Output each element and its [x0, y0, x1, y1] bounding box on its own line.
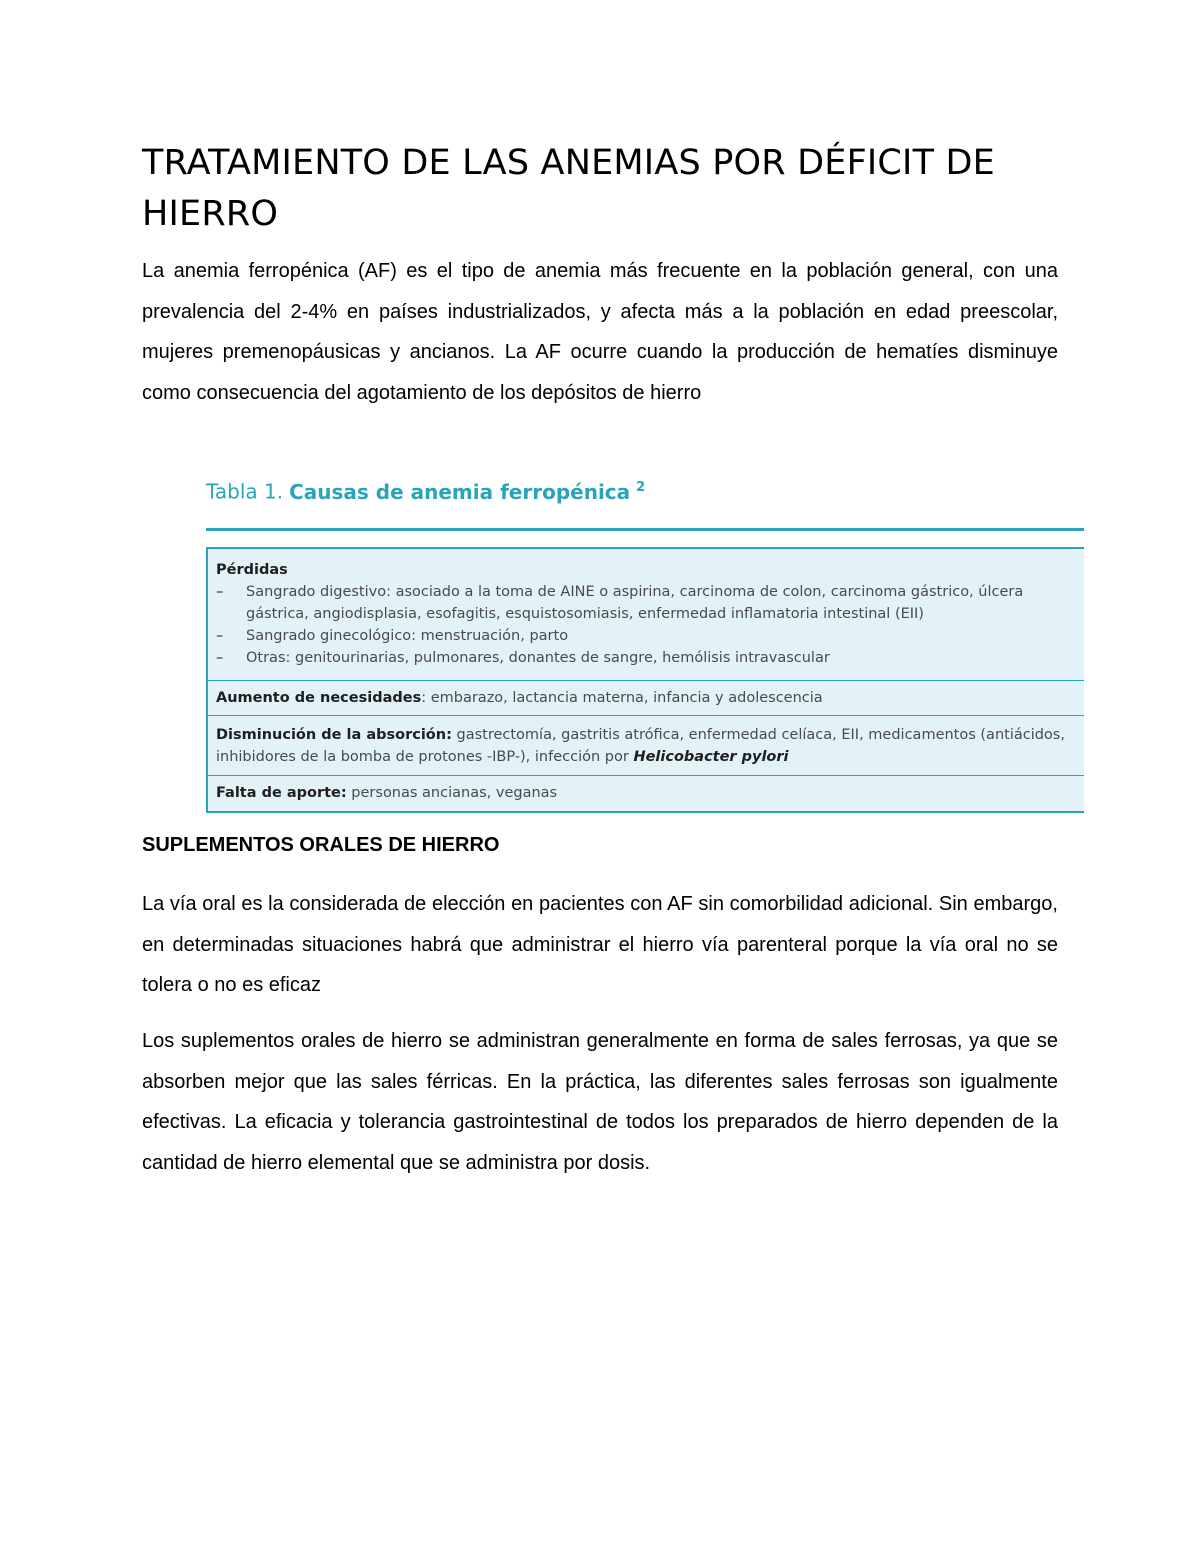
dash-bullet: – [216, 584, 224, 600]
list-item [216, 625, 1076, 647]
section-heading: SUPLEMENTOS ORALES DE HIERRO [142, 834, 500, 856]
causes-table-figure [206, 470, 1084, 813]
absorption-heading: Disminución de la absorción: [216, 727, 452, 743]
supply-text: personas ancianas, veganas [346, 785, 558, 801]
losses-heading: Pérdidas [216, 562, 288, 578]
table-row-needs [208, 681, 1084, 716]
loss-item-other: Otras: genitourinarias, pulmonares, donantes de sangre, hemólisis intravascular [246, 650, 830, 666]
table-caption-label: Tabla 1. [206, 479, 284, 504]
loss-item-digestive: Sangrado digestivo: asociado a la toma de AINE o aspirina, carcinoma de colon, carcinoma gástrico, úlcera gástrica, angiodisplasia, esofagitis, esquistosomiasis, enfermedad inflamatoria intestinal (EII) [246, 584, 1024, 622]
loss-item-gynecologic: Sangrado ginecológico: menstruación, parto [246, 628, 569, 644]
oral-route-paragraph: La vía oral es la considerada de elección en pacientes con AF sin comorbilidad adicional. Sin embargo, en determinadas situaciones habrá que administrar el hierro vía parenteral porque la vía oral no se tolera o no es eficaz [142, 893, 1058, 996]
list-item [216, 581, 1076, 625]
intro-paragraph: La anemia ferropénica (AF) es el tipo de anemia más frecuente en la población general, con una prevalencia del 2-4% en países industrializados, y afecta más a la población en edad preescolar, mujeres premenopáusicas y ancianos. La AF ocurre cuando la producción de hematíes disminuye como consecuencia del agotamiento de los depósitos de hierro [142, 260, 1058, 404]
table-row-losses [208, 549, 1084, 681]
table-caption [206, 470, 1084, 506]
document-title: TRATAMIENTO DE LAS ANEMIAS POR DÉFICIT DE HIERRO [142, 143, 995, 234]
dash-bullet: – [216, 650, 224, 666]
table-row-absorption [208, 716, 1084, 776]
absorption-text: gastrectomía, gastritis atrófica, enfermedad celíaca, EII, medicamentos (antiácidos, inhibidores de la bomba de protones -IBP-), infección por [216, 727, 1065, 765]
table-caption-ref: 2 [636, 480, 646, 495]
oral-salts-paragraph: Los suplementos orales de hierro se administran generalmente en forma de sales ferrosas, ya que se absorben mejor que las sales férricas. En la práctica, las diferentes sales ferrosas son igualmente efectivas. La eficacia y tolerancia gastrointestinal de todos los preparados de hierro dependen de la cantidad de hierro elemental que se administra por dosis. [142, 1030, 1058, 1174]
needs-text: : embarazo, lactancia materna, infancia y adolescencia [421, 690, 823, 706]
supply-heading: Falta de aporte: [216, 785, 347, 801]
table-caption-title: Causas de anemia ferropénica [289, 479, 631, 504]
needs-heading: Aumento de necesidades [216, 690, 422, 706]
table-row-supply [208, 776, 1084, 811]
causes-table [206, 547, 1084, 813]
dash-bullet: – [216, 628, 224, 644]
list-item [216, 647, 1076, 669]
absorption-organism: Helicobacter pylori [633, 749, 789, 765]
caption-divider [206, 528, 1084, 531]
